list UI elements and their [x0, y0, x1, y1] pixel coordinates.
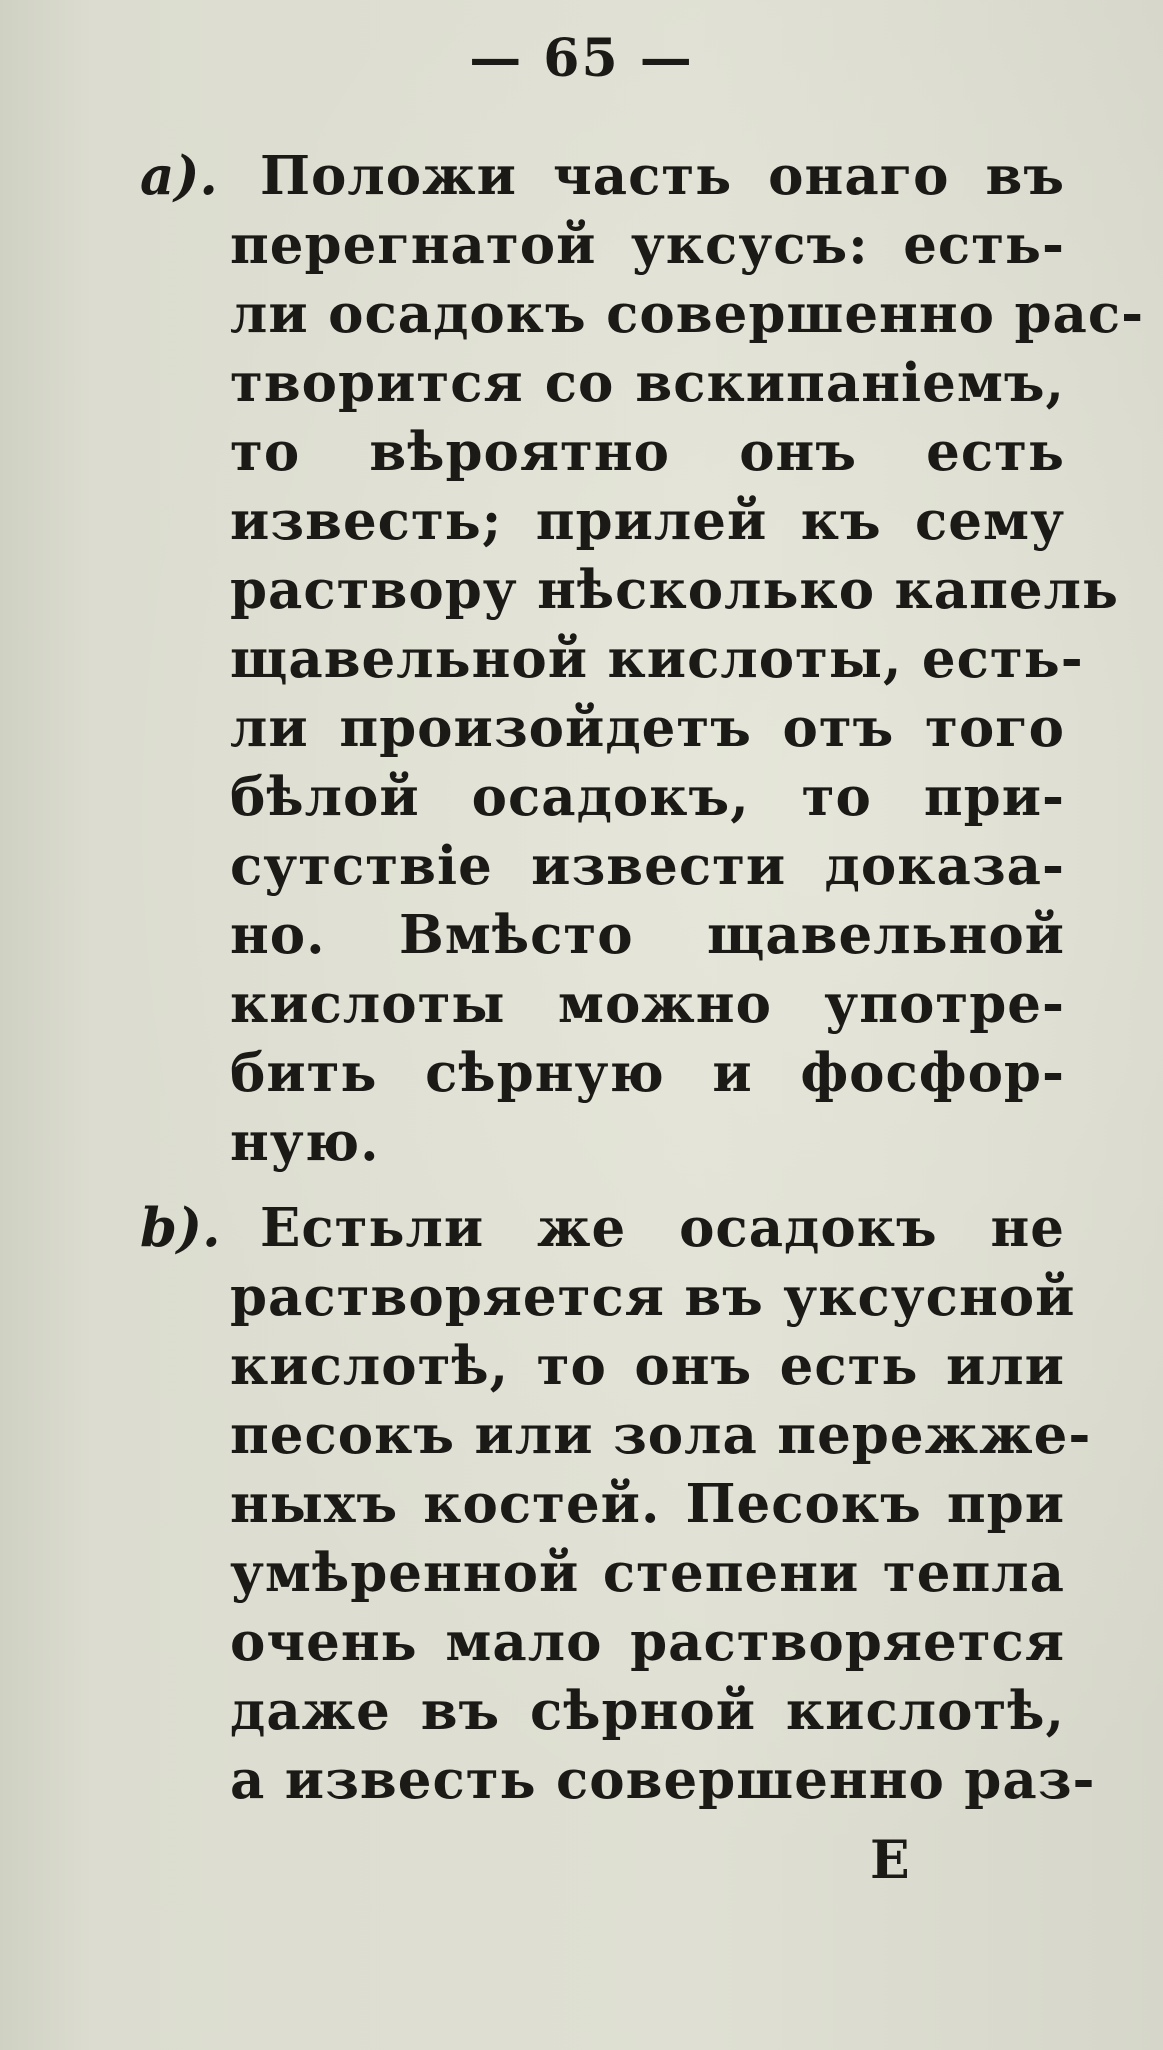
- text-line: щавельной кислоты, есть-: [230, 628, 1084, 690]
- text-line: бѣлой осадокъ, то при-: [230, 766, 1065, 828]
- text-line: то вѣроятно онъ есть: [230, 421, 1065, 483]
- text-line: песокъ или зола пережже-: [230, 1404, 1092, 1466]
- text-line: а известь совершенно раз-: [230, 1749, 1096, 1811]
- text-line: ли осадокъ совершенно рас-: [230, 283, 1145, 345]
- text-line: даже въ сѣрной кислотѣ,: [230, 1680, 1065, 1742]
- signature-mark: Е: [870, 1830, 910, 1891]
- text-line: Естьли же осадокъ не: [260, 1197, 1065, 1259]
- text-line: умѣренной степени тепла: [230, 1542, 1065, 1604]
- text-line: творится со вскипаніемъ,: [230, 352, 1065, 414]
- text-line: ли произойдетъ отъ того: [230, 697, 1065, 759]
- text-line: очень мало растворяется: [230, 1611, 1065, 1673]
- text-line: сутствіе извести доказа-: [230, 835, 1065, 897]
- text-line: ныхъ костей. Песокъ при: [230, 1473, 1065, 1535]
- text-line: ную.: [230, 1111, 380, 1173]
- text-line: известь; прилей къ сему: [230, 490, 1065, 552]
- paragraph-marker-a: a).: [140, 145, 218, 207]
- text-line: растворяется въ уксусной: [230, 1266, 1076, 1328]
- page-number: — 65 —: [469, 28, 694, 89]
- text-line: бить сѣрную и фосфор-: [230, 1042, 1065, 1104]
- text-line: но. Вмѣсто щавельной: [230, 904, 1065, 966]
- text-line: кислотѣ, то онъ есть или: [230, 1335, 1065, 1397]
- paragraph-marker-b: b).: [140, 1197, 221, 1259]
- text-line: Положи часть онаго въ: [260, 145, 1065, 207]
- text-line: кислоты можно употре-: [230, 973, 1065, 1035]
- text-line: раствору нѣсколько капель: [230, 559, 1119, 621]
- text-line: перегнатой уксусъ: есть-: [230, 214, 1065, 276]
